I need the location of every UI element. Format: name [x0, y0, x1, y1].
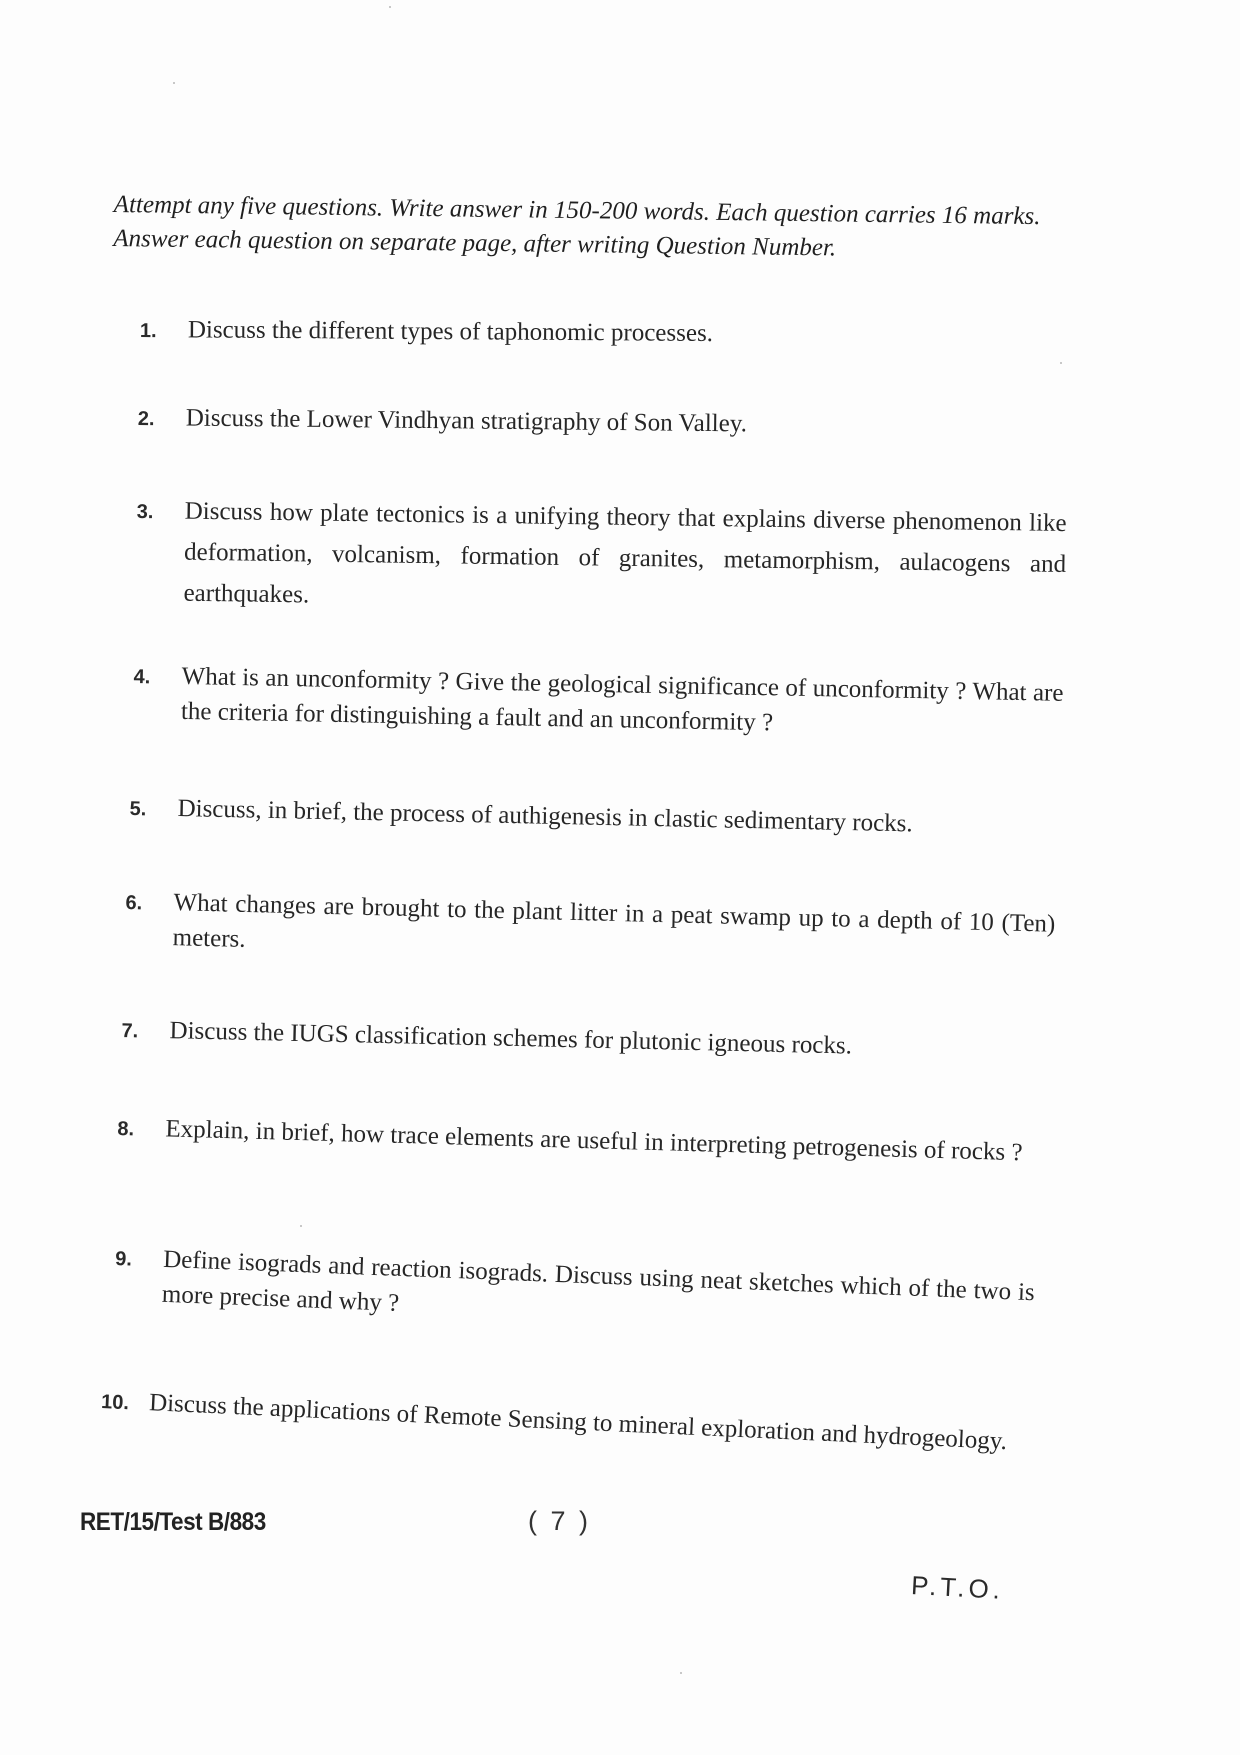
question-7 [121, 1012, 1062, 1070]
question-number: 2. [137, 407, 155, 431]
question-text: Discuss, in brief, the process of authigenesis in clastic sedimentary rocks. [177, 795, 913, 838]
scan-speck [173, 82, 175, 84]
question-number: 9. [114, 1247, 133, 1271]
question-text: Define isograds and reaction isograds. Discuss using neat sketches which of the two is more precise and why ? [161, 1245, 1036, 1317]
question-text: Discuss the applications of Remote Sensing to mineral exploration and hydrogeology. [148, 1389, 1008, 1456]
exam-instructions: Attempt any five questions. Write answer in 150-200 words. Each question carries 16 marks. Answer each question on separate page, after writing Question Number. [113, 190, 1041, 262]
scan-speck [1060, 362, 1062, 364]
please-turn-over: P.T.O. [910, 1570, 1005, 1605]
question-number: 3. [136, 500, 154, 524]
question-number: 5. [129, 797, 147, 821]
question-text: Discuss the different types of taphonomic processes. [187, 316, 714, 348]
scan-speck [300, 1225, 302, 1227]
paper-code: RET/15/Test B/883 [80, 1508, 266, 1536]
question-3 [135, 490, 1067, 626]
question-6 [124, 884, 1055, 977]
question-number: 1. [139, 319, 157, 343]
question-number: 10. [100, 1390, 130, 1415]
question-9 [113, 1240, 1035, 1345]
question-number: 6. [125, 891, 143, 915]
question-number: 7. [121, 1019, 139, 1043]
question-2 [138, 400, 1078, 447]
question-1 [140, 312, 1080, 356]
question-text: What changes are brought to the plant litter in a peat swamp up to a depth of 10 (Ten) meters. [172, 889, 1056, 953]
question-8 [117, 1110, 1048, 1173]
question-number: 8. [117, 1117, 135, 1141]
question-text: Discuss the Lower Vindhyan stratigraphy of Son Valley. [185, 404, 748, 438]
question-text: Discuss the IUGS classification schemes for plutonic igneous rocks. [169, 1017, 853, 1060]
question-4 [133, 658, 1064, 746]
scan-speck [680, 1672, 682, 1674]
question-10 [100, 1383, 1021, 1462]
question-text: Discuss how plate tectonics is a unifying theory that explains diverse phenomenon like deformation, volcanism, formation of granites, metamorphism, aulacogens and earthquakes. [183, 497, 1067, 609]
question-number: 4. [133, 665, 151, 689]
page-number: ( 7 ) [528, 1506, 592, 1536]
question-text: Explain, in brief, how trace elements are useful in interpreting petrogenesis of rocks ? [165, 1115, 1023, 1167]
question-5 [129, 790, 1070, 847]
question-text: What is an unconformity ? Give the geological significance of unconformity ? What are the criteria for distinguishing a fault and an unconformity ? [180, 662, 1064, 737]
scan-speck [389, 6, 391, 8]
